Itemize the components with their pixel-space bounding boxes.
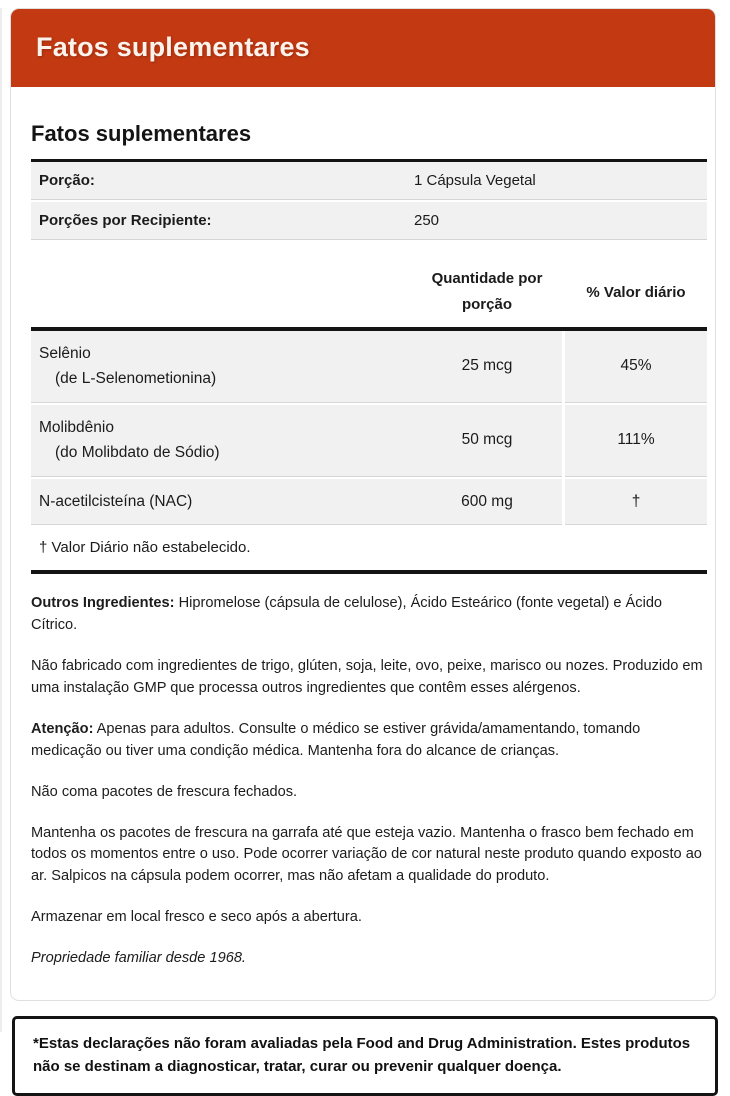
nutrient-daily-value: † (565, 479, 707, 526)
servings-per-container-label: Porções por Recipiente: (39, 212, 212, 229)
nutrient-name (39, 489, 412, 515)
paragraph-storage-detail (31, 823, 703, 889)
supplement-label-page (0, 8, 730, 1076)
paragraph-text: Hipromelose (cápsula de celulose), Ácido Esteárico (fonte vegetal) e Ácido Cítrico. (31, 595, 663, 634)
paragraph-lead: Outros Ingredientes: (31, 595, 175, 612)
paragraph-text: Mantenha os pacotes de frescura na garrafa até que esteja vazio. Mantenha o frasco bem fechado em todos os momentos entre o uso. Pode ocorrer variação de cor natural neste produto quando exposto ao ar. Salpicos na cápsula podem ocorrer, mas não afetam a qualidade do produto. (31, 824, 702, 885)
supplement-facts-banner (11, 9, 715, 87)
supplement-facts-card (10, 8, 716, 1001)
fda-disclaimer-box: *Estas declarações não foram avaliadas pela Food and Drug Administration. Estes produtos não se destinam a diagnosticar, tratar, curar ou prevenir qualquer doença. (12, 1016, 718, 1096)
paragraph-text: Armazenar em local fresco e seco após a abertura. (31, 909, 362, 926)
nutrient-main-cell (31, 331, 562, 403)
serving-size-row (31, 162, 707, 200)
nutrient-main-cell (31, 405, 562, 477)
nutrient-row-molybdenum (31, 405, 707, 477)
family-owned-tagline: Propriedade familiar desde 1968. (31, 950, 246, 967)
paragraph-caution (31, 719, 703, 763)
nutrient-source-line: (do Molibdato de Sódio) (55, 444, 220, 462)
servings-per-container-row (31, 202, 707, 240)
nutrient-name-line: Molibdênio (39, 418, 114, 436)
nutrient-source-line: (de L-Selenometionina) (55, 370, 217, 388)
nutrient-daily-value: 111% (565, 405, 707, 477)
table-column-headers (31, 266, 707, 327)
nutrient-row-nac (31, 479, 707, 526)
nutrient-name (39, 415, 412, 466)
nutrient-row-selenium (31, 331, 707, 403)
banner-title: Fatos suplementares (36, 32, 310, 62)
paragraph-text: Não coma pacotes de frescura fechados. (31, 783, 298, 800)
paragraph-text: Apenas para adultos. Consulte o médico se estiver grávida/amamentando, tomando medicação ou tiver uma condição médica. Mantenha fora do alcance de crianças. (31, 720, 641, 759)
column-header-daily-value: % Valor diário (586, 283, 686, 301)
nutrient-amount: 600 mg (461, 492, 513, 510)
paragraph-storage (31, 907, 703, 929)
nutrient-name-line: N-acetilcisteína (NAC) (39, 492, 193, 510)
nutrient-daily-value: 45% (565, 331, 707, 403)
nutrient-amount: 50 mcg (461, 431, 513, 449)
nutrient-name (39, 341, 412, 392)
supplement-facts-body (11, 87, 715, 1000)
paragraph-allergens (31, 656, 703, 700)
serving-size-label: Porção: (39, 172, 95, 189)
paragraph-other-ingredients (31, 593, 703, 637)
servings-per-container-value: 250 (414, 212, 440, 229)
daily-value-footnote: † Valor Diário não estabelecido. (39, 539, 251, 557)
divider-table-bottom (31, 570, 707, 574)
paragraph-lead: Atenção: (31, 720, 94, 737)
section-title: Fatos suplementares (31, 121, 252, 146)
nutrient-name-line: Selênio (39, 344, 91, 362)
serving-size-value: 1 Cápsula Vegetal (414, 172, 536, 189)
column-header-amount: Quantidade por porção (431, 270, 543, 314)
info-paragraphs (31, 593, 707, 970)
paragraph-text: Não fabricado com ingredientes de trigo, glúten, soja, leite, ovo, peixe, marisco ou nozes. Produzido em uma instalação GMP que processa outros ingredientes que contêm esses alérgenos. (31, 658, 703, 696)
nutrient-amount: 25 mcg (461, 357, 513, 375)
paragraph-freshness-packets (31, 782, 703, 804)
nutrient-main-cell (31, 479, 562, 526)
